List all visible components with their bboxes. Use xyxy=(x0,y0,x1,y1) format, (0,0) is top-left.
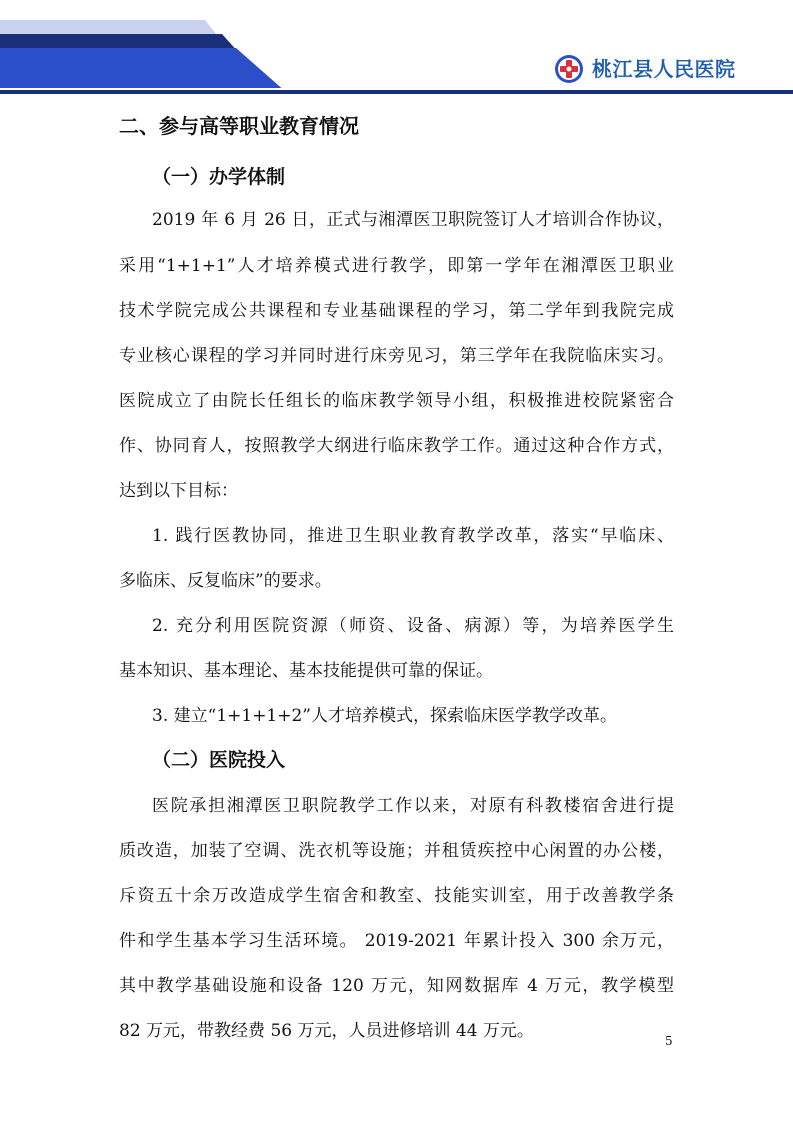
paragraph-line: 82 万元，带教经费 56 万元，人员进修培训 44 万元。 xyxy=(119,1021,534,1041)
paragraph-line: 件和学生基本学习生活环境。 2019-2021 年累计投入 300 余万元， xyxy=(119,931,674,951)
header-underline xyxy=(0,90,793,94)
paragraph-line: 采用“1+1+1”人才培养模式进行教学，即第一学年在湘潭医卫职业 xyxy=(119,256,674,276)
hospital-logo-icon xyxy=(554,54,584,84)
paragraph-line: 质改造，加装了空调、洗衣机等设施；并租赁疾控中心闲置的办公楼， xyxy=(119,841,674,861)
goal-line: 1. 践行医教协同，推进卫生职业教育教学改革，落实“早临床、 xyxy=(152,526,674,546)
paragraph-line: 作、协同育人，按照教学大纲进行临床教学工作。通过这种合作方式， xyxy=(119,436,674,456)
paragraph-line: 专业核心课程的学习并同时进行床旁见习，第三学年在我院临床实习。 xyxy=(119,346,674,366)
hospital-name: 桃江县人民医院 xyxy=(592,57,736,81)
paragraph-line: 其中教学基础设施和设备 120 万元，知网数据库 4 万元，教学模型 xyxy=(119,976,674,996)
goal-line: 基本知识、基本理论、基本技能提供可靠的保证。 xyxy=(119,661,493,681)
goal-line: 2. 充分利用医院资源（师资、设备、病源）等，为培养医学生 xyxy=(152,616,674,636)
paragraph-line: 医院承担湘潭医卫职院教学工作以来，对原有科教楼宿舍进行提 xyxy=(152,796,674,816)
subsection-title-2: （二）医院投入 xyxy=(152,749,286,771)
page-number: 5 xyxy=(665,1034,673,1048)
paragraph-line: 2019 年 6 月 26 日，正式与湘潭医卫职院签订人才培训合作协议， xyxy=(152,210,674,230)
subsection-title-1: （一）办学体制 xyxy=(152,166,286,188)
paragraph-line: 达到以下目标： xyxy=(119,481,238,501)
header-white-gap xyxy=(0,88,793,90)
goal-line: 3. 建立“1+1+1+2”人才培养模式，探索临床医学教学改革。 xyxy=(152,706,618,726)
header-band xyxy=(0,0,793,100)
paragraph-line: 技术学院完成公共课程和专业基础课程的学习，第二学年到我院完成 xyxy=(119,301,674,321)
section-title: 二、参与高等职业教育情况 xyxy=(119,114,359,138)
header-blue-stripe xyxy=(0,48,286,92)
goal-line: 多临床、反复临床”的要求。 xyxy=(119,571,332,591)
paragraph-line: 斥资五十余万改造成学生宿舍和教室、技能实训室，用于改善教学条 xyxy=(119,886,674,906)
paragraph-line: 医院成立了由院长任组长的临床教学领导小组，积极推进校院紧密合 xyxy=(119,391,674,411)
